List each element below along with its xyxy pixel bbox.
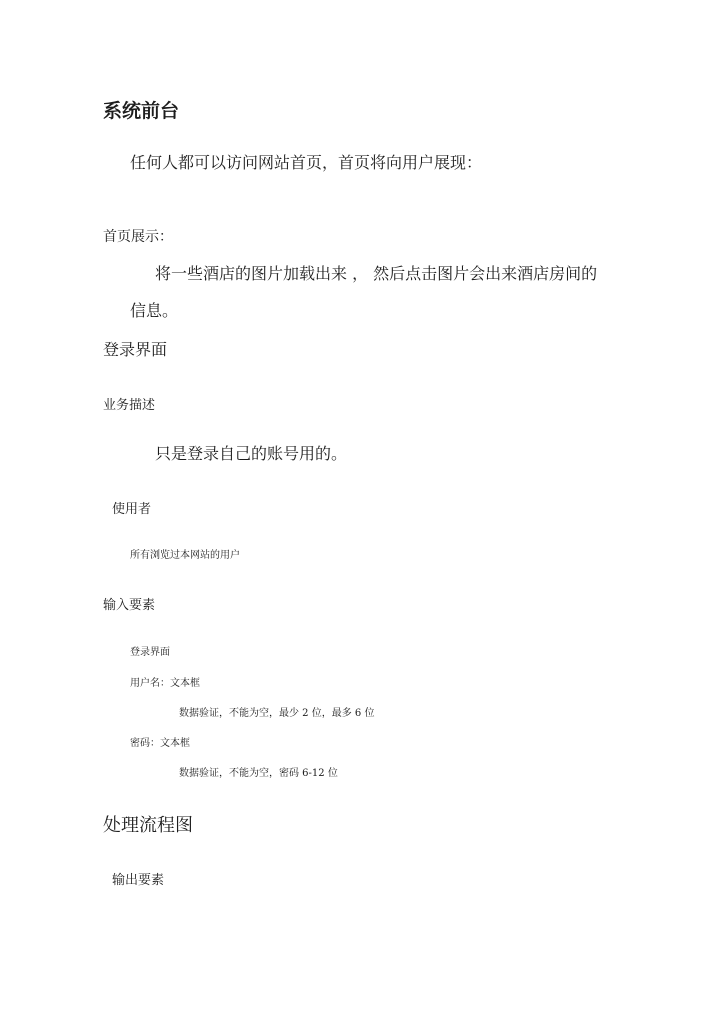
output-heading: 输出要素 xyxy=(112,873,165,888)
login-heading: 登录界面 xyxy=(103,340,168,359)
page-title: 系统前台 xyxy=(103,100,180,122)
user-heading: 使用者 xyxy=(112,502,152,517)
flow-heading: 处理流程图 xyxy=(103,815,193,836)
home-heading: 首页展示： xyxy=(103,229,173,245)
input-item-password: 密码：文本框 xyxy=(130,738,190,749)
input-heading: 输入要素 xyxy=(103,598,156,613)
input-item-username-validation: 数据验证，不能为空，最少 2 位，最多 6 位 xyxy=(179,708,375,719)
user-description: 所有浏览过本网站的用户 xyxy=(130,550,240,561)
business-description: 只是登录自己的账号用的。 xyxy=(155,444,348,463)
input-item-password-validation: 数据验证，不能为空，密码 6-12 位 xyxy=(179,768,338,779)
home-description-line-1: 将一些酒店的图片加载出来 ， 然后点击图片会出来酒店房间的 xyxy=(155,264,598,283)
input-item-username: 用户名：文本框 xyxy=(130,678,200,689)
intro-paragraph: 任何人都可以访问网站首页，首页将向用户展现： xyxy=(130,153,483,172)
input-item-login-page: 登录界面 xyxy=(130,647,170,658)
home-description-line-2: 信息。 xyxy=(130,301,179,320)
business-heading: 业务描述 xyxy=(103,398,156,413)
